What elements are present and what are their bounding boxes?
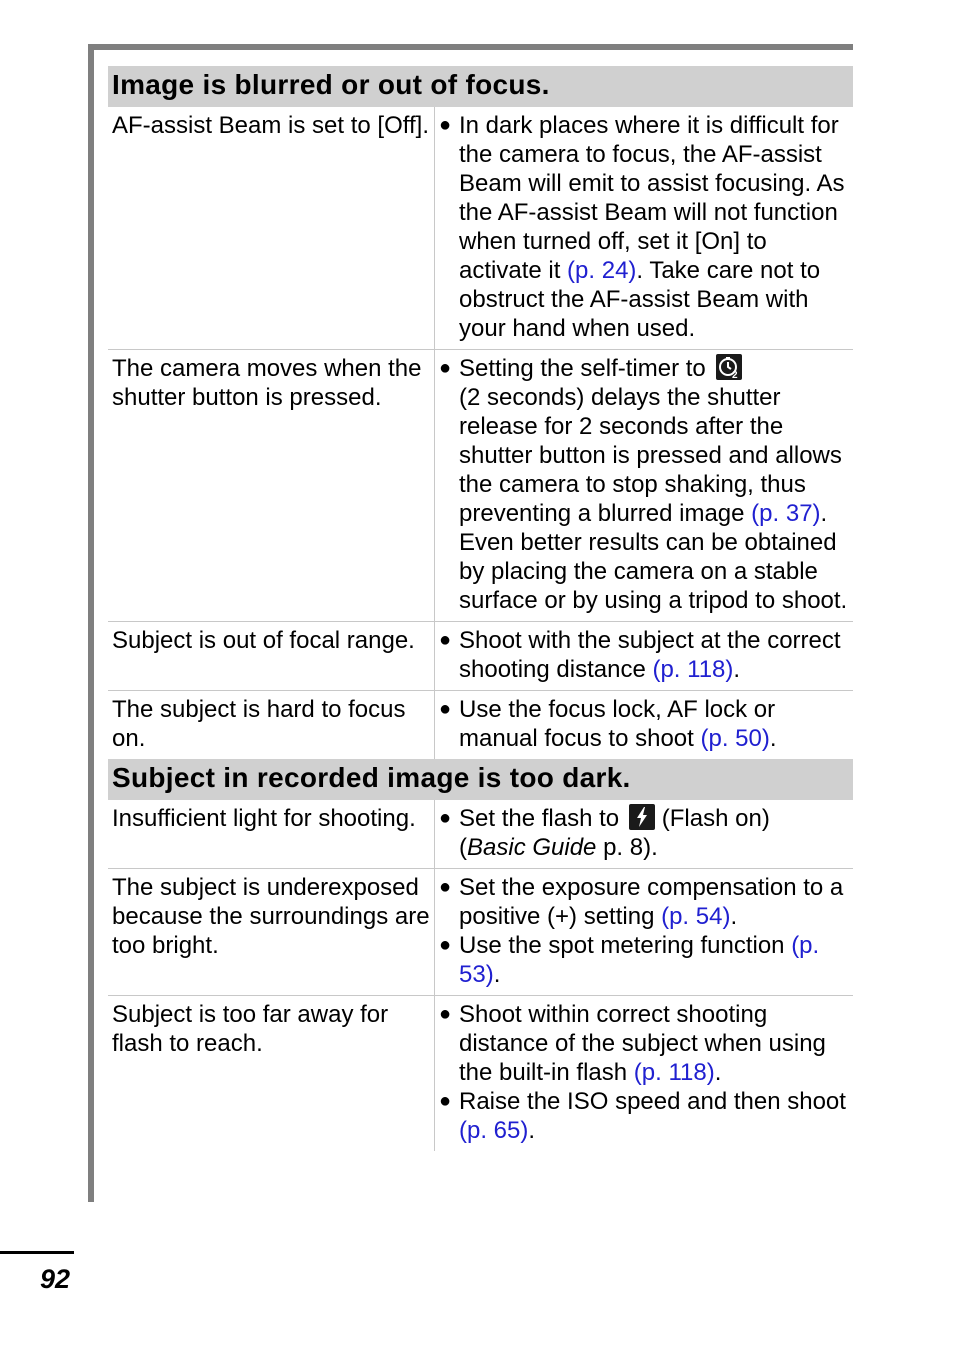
solution-item: ● In dark places where it is difficult for the camera to focus, the AF-assist Beam will emit to assist focusing. As the AF-assist Beam will not function when turned off, set it [On] to activate it (p. 24). Take care not to obstruct the AF-assist Beam with your hand when used. <box>439 112 845 342</box>
table-row <box>108 622 853 691</box>
cause-cell: Insufficient light for shooting. <box>108 800 435 868</box>
page-link[interactable]: (p. 24) <box>567 257 637 284</box>
svg-text:2: 2 <box>731 370 738 380</box>
bullet-icon: ● <box>439 629 452 651</box>
solution-item: ● Set the exposure compensation to a positive (+) setting (p. 54). <box>439 874 844 930</box>
cause-cell: The subject is hard to focus on. <box>108 691 435 759</box>
bullet-icon: ● <box>439 357 452 379</box>
cause-cell: Subject is out of focal range. <box>108 622 435 690</box>
bullet-icon: ● <box>439 876 452 898</box>
page-link[interactable]: (p. 65) <box>459 1117 529 1144</box>
cause-cell: The camera moves when the shutter button is pressed. <box>108 350 435 621</box>
solution-item: ● Use the spot metering function (p. 53). <box>439 932 820 988</box>
solution-cell <box>435 869 853 995</box>
solution-item: ● Setting the self-timer to 2 (2 seconds) delays the shutter release for 2 seconds after the shutter button is pressed and allows the camera to stop shaking, thus preventing a blurred image (p. 37). Even better results can be obtained by placing the camera on a stable surface or by using a tripod to shoot. <box>439 355 848 614</box>
page-link[interactable]: (p. 53) <box>459 932 820 988</box>
self-timer-2s-icon <box>716 354 742 380</box>
solution-cell <box>435 691 853 759</box>
table-row <box>108 691 853 759</box>
section-heading-too-dark: Subject in recorded image is too dark. <box>108 759 853 800</box>
solution-item: ● Raise the ISO speed and then shoot (p. 65). <box>439 1088 846 1144</box>
page-link[interactable]: (p. 54) <box>661 903 731 930</box>
table-row <box>108 107 853 350</box>
solution-item: ● Shoot within correct shooting distance of the subject when using the built-in flash (p. 118). <box>439 1001 826 1086</box>
solution-item: ● Use the focus lock, AF lock or manual focus to shoot (p. 50). <box>439 696 777 752</box>
cause-cell: The subject is underexposed because the surroundings are too bright. <box>108 869 435 995</box>
bullet-icon: ● <box>439 934 452 956</box>
bullet-icon: ● <box>439 1090 452 1112</box>
top-rule <box>88 44 853 50</box>
page-number: 92 <box>40 1264 71 1294</box>
solution-cell <box>435 622 853 690</box>
cause-cell: Subject is too far away for flash to reach. <box>108 996 435 1151</box>
section-heading-blurred: Image is blurred or out of focus. <box>108 66 853 107</box>
solution-item: ● Set the flash to (Flash on) (Basic Guide p. 8). <box>439 805 770 861</box>
table-row <box>108 800 853 869</box>
bullet-icon: ● <box>439 114 452 136</box>
solution-item: ● Shoot with the subject at the correct shooting distance (p. 118). <box>439 627 841 683</box>
solution-cell <box>435 800 853 868</box>
solution-cell <box>435 996 853 1151</box>
page-number-rule <box>0 1251 74 1254</box>
solution-cell <box>435 350 853 621</box>
page-link[interactable]: (p. 118) <box>633 1059 715 1086</box>
table-row <box>108 996 853 1151</box>
table-row <box>108 350 853 622</box>
flash-on-icon <box>629 804 655 830</box>
page-link[interactable]: (p. 118) <box>652 656 734 683</box>
page-link[interactable]: (p. 50) <box>700 725 770 752</box>
troubleshooting-table <box>108 66 853 1151</box>
bullet-icon: ● <box>439 1003 452 1025</box>
cause-cell: AF-assist Beam is set to [Off]. <box>108 107 435 349</box>
bullet-icon: ● <box>439 807 452 829</box>
bullet-icon: ● <box>439 698 452 720</box>
page-link[interactable]: (p. 37) <box>751 500 821 527</box>
table-row <box>108 869 853 996</box>
left-rule <box>88 44 94 1202</box>
solution-cell <box>435 107 853 349</box>
